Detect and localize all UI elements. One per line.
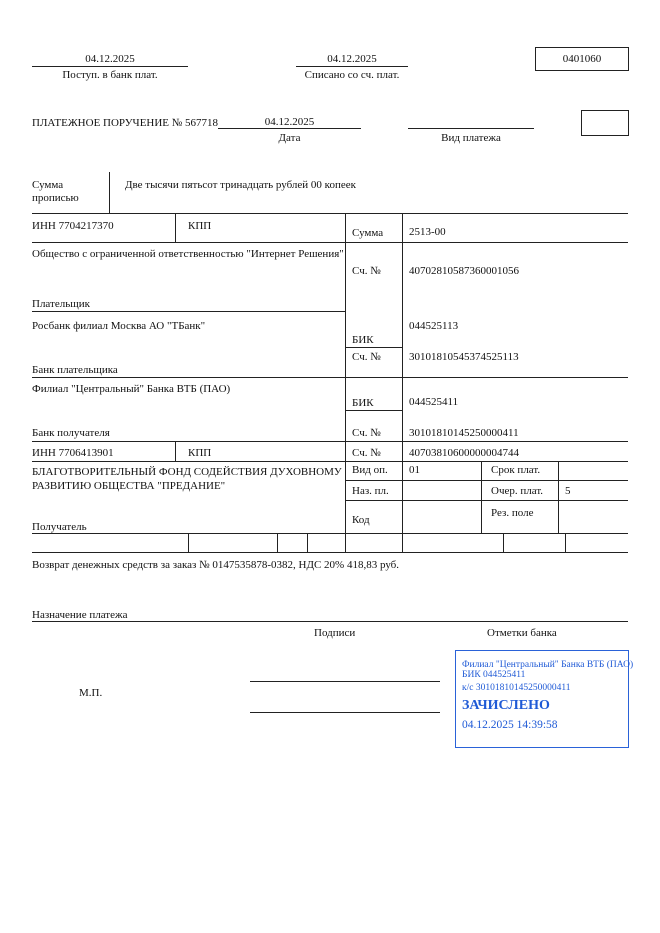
amount-words-value: Две тысячи пятьсот тринадцать рублей 00 копеек <box>125 179 356 191</box>
payer-account: 40702810587360001056 <box>409 265 519 277</box>
op-type-value: 01 <box>409 464 420 476</box>
payer-name: Общество с ограниченной ответственностью "Интернет Решения" <box>32 248 344 260</box>
amount-words-label: Сумма <box>32 179 64 191</box>
payer-inn: ИНН 7704217370 <box>32 220 114 232</box>
signatures-label: Подписи <box>314 627 356 639</box>
recipient-kpp-label: КПП <box>188 447 212 459</box>
divider <box>175 441 176 461</box>
payment-type-box <box>581 110 629 136</box>
payer-bank-account-label: Сч. № <box>352 351 381 363</box>
divider <box>307 533 308 552</box>
divider <box>32 66 188 67</box>
payment-type-label: Вид платежа <box>441 132 501 144</box>
recipient-name-line2: РАЗВИТИЮ ОБЩЕСТВА "ПРЕДАНИЕ" <box>32 480 226 492</box>
divider <box>565 533 566 552</box>
recipient-name-line1: БЛАГОТВОРИТЕЛЬНЫЙ ФОНД СОДЕЙСТВИЯ ДУХОВНОМУ <box>32 466 342 478</box>
payer-bank-name: Росбанк филиал Москва АО "ТБанк" <box>32 320 206 332</box>
amount-words-label-2: прописью <box>32 192 79 204</box>
seal-label: М.П. <box>79 687 103 699</box>
recipient-account: 40703810600000004744 <box>409 447 519 459</box>
purpose-label: Назначение платежа <box>32 609 128 621</box>
signature-line <box>250 712 440 713</box>
order-date: 04.12.2025 <box>264 116 315 128</box>
divider <box>32 552 628 553</box>
due-label: Срок плат. <box>491 464 541 476</box>
divider <box>345 410 402 411</box>
divider <box>345 500 628 501</box>
recipient-bank-bik: 044525411 <box>409 396 459 408</box>
recipient-label: Получатель <box>32 521 87 533</box>
divider <box>503 533 504 552</box>
stamp-bik: БИК 044525411 <box>462 670 526 680</box>
debited-date: 04.12.2025 <box>327 53 377 65</box>
stamp-account: к/с 30101810145250000411 <box>462 683 571 693</box>
divider <box>188 533 189 552</box>
divider <box>481 461 482 533</box>
recipient-bank-account-label: Сч. № <box>352 427 381 439</box>
date-label: Дата <box>278 132 301 144</box>
divider <box>345 213 346 552</box>
divider <box>32 377 628 378</box>
received-date: 04.12.2025 <box>85 53 135 65</box>
payer-kpp-label: КПП <box>188 220 212 232</box>
stamp-datetime: 04.12.2025 14:39:58 <box>462 719 558 731</box>
purpose-code-label: Наз. пл. <box>352 485 389 497</box>
purpose-text: Возврат денежных средств за заказ № 0147535878-0382, НДС 20% 418,83 руб. <box>32 559 400 571</box>
signature-line <box>250 681 440 682</box>
bank-stamp <box>455 650 634 748</box>
stamp-bank: Филиал "Центральный" Банка ВТБ (ПАО) <box>462 660 634 670</box>
stamp-status: ЗАЧИСЛЕНО <box>462 698 550 713</box>
code-label: Код <box>352 514 370 526</box>
divider <box>218 128 361 129</box>
payer-bank-account: 30101810545374525113 <box>409 351 519 363</box>
recipient-bank-bik-label: БИК <box>352 397 374 409</box>
bank-marks-label: Отметки банка <box>487 627 557 639</box>
recipient-bank-label: Банк получателя <box>32 427 110 439</box>
divider <box>32 441 628 442</box>
payer-account-label: Сч. № <box>352 265 381 277</box>
recipient-bank-account: 30101810145250000411 <box>409 427 519 439</box>
received-label: Поступ. в банк плат. <box>62 69 158 81</box>
priority-value: 5 <box>565 485 571 497</box>
document-title: ПЛАТЕЖНОЕ ПОРУЧЕНИЕ № 567718 <box>32 117 219 129</box>
divider <box>32 621 628 622</box>
op-type-label: Вид оп. <box>352 464 388 476</box>
divider <box>345 347 402 348</box>
divider <box>175 213 176 242</box>
recipient-inn: ИНН 7706413901 <box>32 447 114 459</box>
divider <box>277 533 278 552</box>
reserve-label: Рез. поле <box>491 507 534 519</box>
debited-label: Списано со сч. плат. <box>304 69 400 81</box>
payer-bank-bik: 044525113 <box>409 320 459 332</box>
payer-label: Плательщик <box>32 298 90 310</box>
recipient-bank-name: Филиал "Центральный" Банка ВТБ (ПАО) <box>32 383 231 395</box>
divider <box>402 213 403 552</box>
divider <box>345 480 628 481</box>
payer-bank-bik-label: БИК <box>352 334 374 346</box>
payer-bank-label: Банк плательщика <box>32 364 118 376</box>
form-code: 0401060 <box>562 53 602 65</box>
priority-label: Очер. плат. <box>491 485 544 497</box>
divider <box>558 461 559 533</box>
divider <box>32 311 345 312</box>
recipient-account-label: Сч. № <box>352 447 381 459</box>
divider <box>32 533 628 534</box>
amount-label: Сумма <box>352 227 384 239</box>
divider <box>32 213 628 214</box>
divider <box>408 128 534 129</box>
amount-value: 2513-00 <box>409 226 446 238</box>
divider <box>109 172 110 213</box>
divider <box>32 461 628 462</box>
divider <box>32 242 628 243</box>
divider <box>296 66 408 67</box>
